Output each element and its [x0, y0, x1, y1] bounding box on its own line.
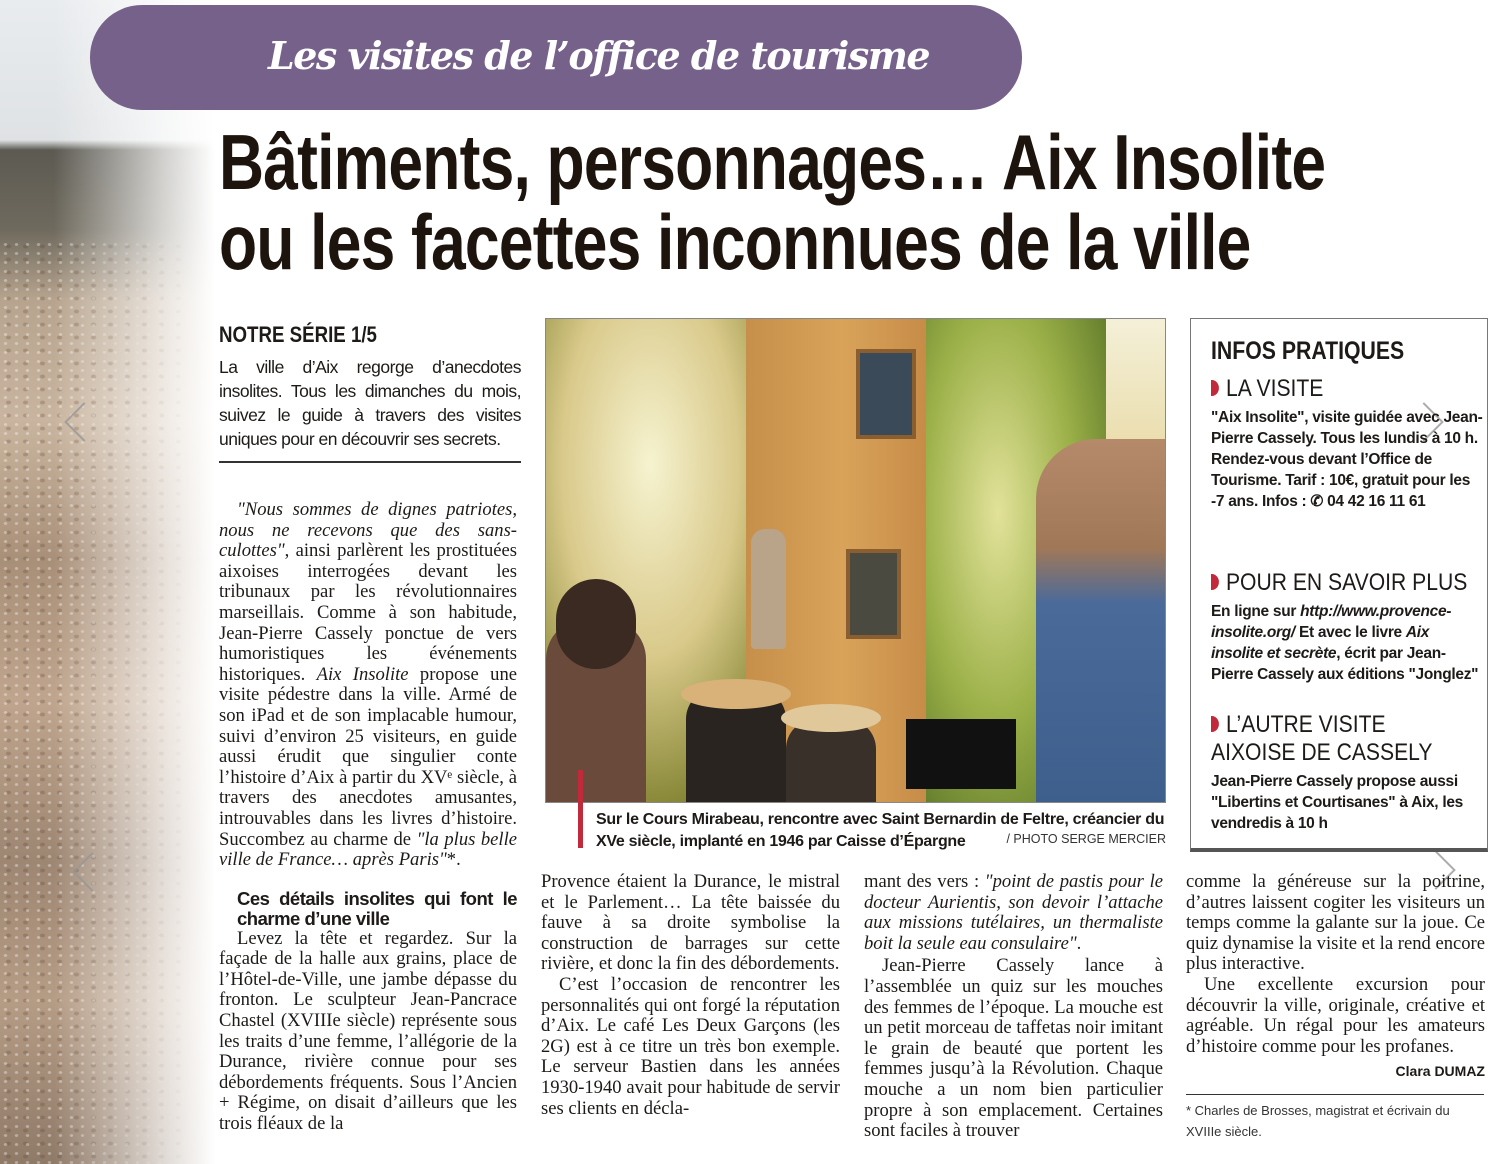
section-heading: [1211, 375, 1450, 403]
article-photo: [545, 318, 1166, 803]
paragraph: Levez la tête et regardez. Sur la façade de la halle aux grains, place de l’Hôtel-de-Ville, une jambe dépasse du fronton. Le sculpteur Jean-Pancrace Chastel (XVIIIe siècle) représente sous les traits d’une femme, l’allégorie de la Durance, rivière connue pour ses débordements fréquents. Sous l’Ancien + Régime, on disait d’ailleurs que les trois fléaux de la: [219, 927, 517, 1135]
quote: "Nous sommes de dignes patriotes, nous ne recevons que des sans-culottes": [219, 499, 517, 562]
paragraph: C’est l’occasion de rencontrer les personnalités qui ont forgé la réputation d’Aix. Le café Les Deux Garçons (les 2G) est à ce titre un très bon exemple. Le serveur Bastien dans les années 1930-1940 avait pour habitude de servir ses clients en décla-: [541, 973, 840, 1119]
text: , ainsi parlèrent les prostituées aixoises interrogées devant les tribunaux par les révolutionnaires marseillais. Comme à son habitude, Jean-Pierre Cassely ponctue de vers humoristiques les événements historiques.: [219, 540, 517, 685]
text: *.: [446, 849, 461, 871]
divider: [219, 461, 521, 463]
intro-text: La ville d’Aix regorge d’anecdotes insolites. Tous les dimanches du mois, suivez le guide à travers des visites uniques pour en découvrir ses secrets.: [219, 357, 521, 449]
subheading: Ces détails insolites qui font le charme d’une ville: [237, 887, 517, 929]
section-body: [1211, 407, 1483, 512]
paragraph: [219, 500, 517, 871]
ipad: [906, 719, 1016, 789]
infobox-section-visite: [1211, 375, 1483, 512]
headline: [219, 118, 1339, 286]
heading-text: LA VISITE: [1225, 375, 1324, 402]
section-marker-icon: [1211, 716, 1219, 732]
section-marker-icon: [1211, 380, 1219, 396]
section-body: Jean-Pierre Cassely propose aussi "Libertins et Courtisanes" à Aix, les vendredis à 10 h: [1211, 773, 1463, 832]
paragraph: Provence étaient la Durance, le mistral et le Parlement… La tête baissée du fauve à sa droite symbolise la construction de barrages sur cette rivière, et donc la fin des débordements.: [541, 871, 840, 975]
visitor-head: [556, 579, 636, 669]
text: , visite guidée avec Jean-Pierre Cassely. Tous les lundis à 10 h. Rendez-vous devant l’Office de Tourisme. Tarif : 10€, gratuit pour les -7 ans. Infos : ✆ 04 42 16 11 61: [1211, 409, 1483, 510]
section-heading-line-2: AIXOISE DE CASSELY: [1211, 739, 1433, 766]
window: [846, 549, 901, 639]
text: propose une visite pédestre dans la ville. Armé de son iPad et de son implacable humour, suivi d’environ 25 visiteurs, en guide aussi érudit que singulier conte l’histoire d’Aix à partir du XVᵉ siècle, à travers des anecdotes amusantes, introuvables dans les livres d’histoire. Succombez au charme de: [219, 663, 517, 850]
website-link[interactable]: http://www.provence-insolite.org/: [1211, 603, 1452, 641]
paragraph: Jean-Pierre Cassely lance à l’assemblée un quiz sur les mouches des femmes de l’époque. La mouche est un petit morceau de taffetas noir imitant le grain de beauté que portent les femmes jusqu’à la Révolution. Chaque mouche a un nom bien particulier propre à son emplacement. Certaines sont faciles à trouver: [864, 955, 1163, 1142]
infobox-section-savoir-plus: [1211, 569, 1483, 685]
statue: [751, 529, 786, 649]
section-marker-icon: [1211, 574, 1219, 590]
quote: "point de pastis pour le docteur Aurientis, son devoir l’attache aux missions tutélaires, un thermaliste boit la seule eau consulaire": [864, 871, 1163, 954]
paragraph: comme la généreuse sur la poitrine, d’autres laissent cogiter les visiteurs un temps comme la galante sur la joue. Ce quiz dynamise la visite et la rend encore plus interactive.: [1186, 871, 1485, 975]
footnote-divider: [1186, 1094, 1484, 1095]
caption-accent-bar: [578, 770, 583, 848]
text: En ligne sur: [1211, 603, 1301, 620]
article-column-4: [1186, 872, 1485, 1082]
infobox-section-autre-visite: [1211, 711, 1483, 834]
section-body: [1211, 601, 1483, 685]
quote: "la plus belle ville de France… après Paris": [219, 828, 518, 871]
headline-line-2: ou les facettes inconnues de la ville: [219, 198, 1251, 286]
section-banner-label: Les visites de l’office de tourisme: [268, 33, 930, 78]
heading-text: POUR EN SAVOIR PLUS: [1225, 569, 1468, 596]
guide: [1036, 439, 1166, 803]
article-column-1: [219, 500, 517, 1135]
heading-text: L’AUTRE VISITE: [1225, 711, 1386, 738]
photo-credit: / PHOTO SERGE MERCIER: [1006, 832, 1166, 846]
text: Et avec le livre: [1294, 624, 1406, 641]
city-photo-texture: [0, 240, 215, 1164]
hat: [781, 704, 881, 732]
paragraph: [864, 872, 1163, 954]
emphasis: Aix Insolite: [316, 663, 409, 685]
section-heading: [1211, 569, 1468, 597]
infobox-title: INFOS PRATIQUES: [1211, 337, 1405, 365]
section-banner: [90, 5, 1022, 110]
strong-text: "Aix Insolite": [1211, 409, 1305, 426]
article-column-2: [541, 872, 840, 1119]
paragraph: Une excellente excursion pour découvrir la ville, originale, créative et agréable. Un régal pour les amateurs d’histoire comme pour les profanes.: [1186, 973, 1485, 1057]
window: [856, 349, 916, 439]
book-title: Aix insolite et secrète: [1211, 624, 1430, 662]
text: , écrit par Jean-Pierre Cassely aux éditions "Jonglez": [1211, 645, 1479, 683]
article-column-3: [864, 872, 1163, 1142]
text: .: [1076, 932, 1082, 954]
series-kicker: NOTRE SÉRIE 1/5: [219, 322, 377, 347]
text: mant des vers :: [864, 871, 985, 892]
footnote: * Charles de Brosses, magistrat et écrivain du XVIIIe siècle.: [1186, 1103, 1450, 1139]
infos-pratiques-box: [1190, 318, 1488, 852]
headline-line-1: Bâtiments, personnages… Aix Insolite: [219, 118, 1326, 206]
author-signature: Clara DUMAZ: [1395, 1063, 1485, 1080]
photo-caption: Sur le Cours Mirabeau, rencontre avec Saint Bernardin de Feltre, créancier du XVe siècle, implanté en 1946 par Caisse d’Épargne: [596, 811, 1165, 850]
hat: [681, 679, 791, 709]
section-heading: [1211, 711, 1450, 739]
